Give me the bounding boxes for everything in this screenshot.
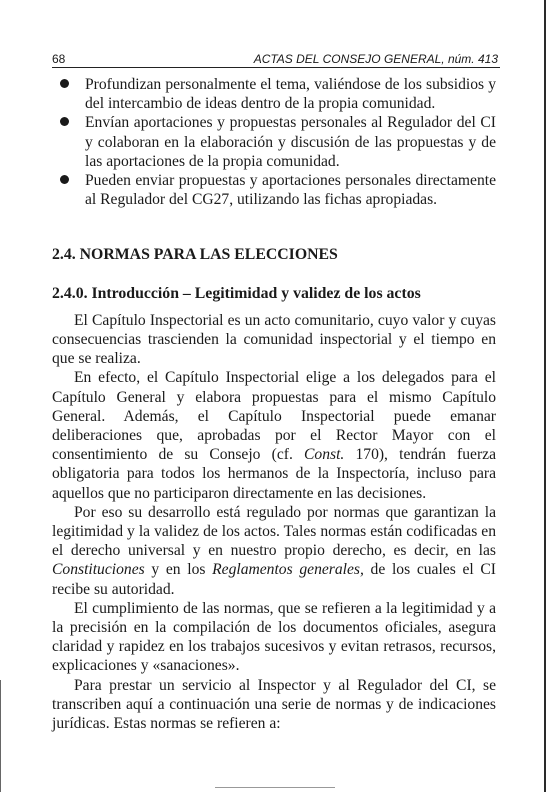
list-item-text: Profundizan personalmente el tema, valiéndose de los subsidios y del intercambio de ideas dentro de la propia comunidad. xyxy=(85,76,496,113)
paragraph-text: y en los xyxy=(144,561,213,579)
paragraph-text: Para prestar un servicio al Inspector y al Regulador del CI, se transcriben aquí a continuación una serie de normas y de indicaciones jurídicas. Estas normas se refieren a: xyxy=(52,676,496,733)
paragraph-text: de los cuales el CI recibe su autoridad. xyxy=(52,561,496,598)
footer-divider xyxy=(215,787,335,788)
page-number: 68 xyxy=(52,52,66,66)
list-item xyxy=(52,75,496,113)
paragraph-text: 170), tendrán fuerza obligatoria para todos los hermanos de la Inspectoría, incluso para aquellos que no participaron directamente en las decisiones. xyxy=(52,446,496,502)
subsection-heading: 2.4.0. Introducción – Legitimidad y validez de los actos xyxy=(52,284,421,302)
paragraph-text: El cumplimiento de las normas, que se refieren a la legitimidad y a la precisión en la compilación de los documentos oficiales, asegura claridad y rapidez en los trabajos sucesivos y evitan retrasos, recursos, explicaciones y «sanaciones». xyxy=(52,599,496,675)
paragraph-3 xyxy=(52,503,496,599)
paragraph-5 xyxy=(52,676,496,734)
paragraph-4 xyxy=(52,599,496,676)
list-item-text: Envían aportaciones y propuestas personales al Regulador del CI y colaboran en la elaboración y discusión de las propuestas y de las aportaciones de la propia comunidad. xyxy=(85,114,496,170)
bullet-icon xyxy=(60,117,69,126)
paragraph-1 xyxy=(52,311,496,369)
paragraph-text: Por eso su desarrollo está regulado por normas que garantizan la legitimidad y la validez de los actos. Tales normas están codificadas en el derecho universal y en nuestro propio derecho, es decir, en las xyxy=(52,503,496,560)
italic-term-reglamentos: Reglamentos generales, xyxy=(212,561,364,579)
page-body xyxy=(52,75,496,733)
list-item xyxy=(52,171,496,209)
list-item-text: Pueden enviar propuestas y aportaciones personales directamente al Regulador del CG27, utilizando las fichas apropiadas. xyxy=(85,172,496,209)
section-heading: 2.4. NORMAS PARA LAS ELECCIONES xyxy=(52,246,338,264)
citation-abbreviation: Const. xyxy=(304,446,345,464)
page-edge-line xyxy=(544,0,546,792)
list-item xyxy=(52,113,496,171)
bullet-icon xyxy=(60,175,69,184)
running-title: ACTAS DEL CONSEJO GENERAL, núm. 413 xyxy=(253,52,498,66)
bullet-list xyxy=(52,75,496,209)
paragraph-text: En efecto, el Capítulo Inspectorial elige a los delegados para el Capítulo General y elabora propuestas para el mismo Capítulo General. Además, el Capítulo Inspectorial puede emanar deliberaciones que, aprobadas por el Rector Mayor con el consentimiento de su Consejo (cf. xyxy=(52,369,496,464)
paragraph-text: El Capítulo Inspectorial es un acto comunitario, cuyo valor y cuyas consecuencias trascienden la comunidad inspectorial y el tiempo en que se realiza. xyxy=(52,311,496,368)
bullet-icon xyxy=(60,79,69,88)
margin-line xyxy=(0,680,1,792)
running-header xyxy=(52,49,500,68)
paragraph-2 xyxy=(52,368,496,502)
italic-term-constituciones: Constituciones xyxy=(52,561,145,579)
